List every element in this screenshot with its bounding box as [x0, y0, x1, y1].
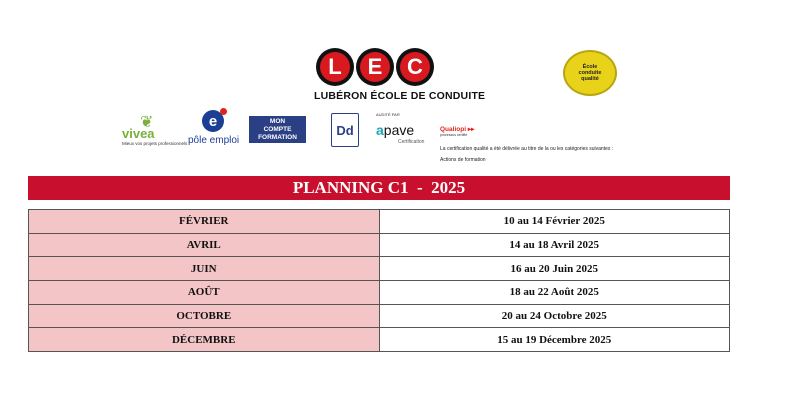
- leaf-icon: ❦: [140, 114, 154, 131]
- school-name: LUBÉRON ÉCOLE DE CONDUITE: [314, 90, 486, 102]
- quality-seal-icon: École conduite qualité: [563, 50, 617, 96]
- qualiopi-logo: Qualiopi ▸▸ processus certifié: [440, 126, 475, 137]
- certification-text: La certification qualité a été délivrée au titre de la ou les catégories suivantes :: [440, 146, 614, 152]
- qualiopi-mark-icon: ▸▸: [467, 126, 475, 133]
- logo-letter-l: L: [320, 52, 350, 82]
- table-row: [29, 233, 730, 257]
- header: [0, 0, 791, 170]
- table-row: [29, 281, 730, 305]
- dates-cell: 20 au 24 Octobre 2025: [379, 304, 730, 328]
- dates-cell: 14 au 18 Avril 2025: [379, 233, 730, 257]
- planning-title-banner: [28, 176, 730, 200]
- table-row: [29, 257, 730, 281]
- vivea-logo: ❦ vivea Mieux vos projets professionnels: [122, 114, 188, 146]
- table-row: [29, 328, 730, 352]
- table-row: [29, 210, 730, 234]
- certification-category: Actions de formation: [440, 157, 486, 163]
- logo-letter-e: E: [360, 52, 390, 82]
- logo-letter-c: C: [400, 52, 430, 82]
- dates-cell: 15 au 19 Décembre 2025: [379, 328, 730, 352]
- month-cell: DÉCEMBRE: [29, 328, 380, 352]
- month-cell: AOÛT: [29, 281, 380, 305]
- datadock-logo: Dd: [331, 113, 359, 147]
- cpf-logo: MON COMPTE FORMATION: [249, 116, 306, 143]
- month-cell: OCTOBRE: [29, 304, 380, 328]
- dates-cell: 16 au 20 Juin 2025: [379, 257, 730, 281]
- planning-title: PLANNING C1 - 2025: [292, 178, 466, 197]
- lec-logo-circles: [316, 48, 434, 86]
- pole-emploi-mark-icon: e: [202, 110, 224, 132]
- lec-logo: [312, 44, 486, 104]
- month-cell: AVRIL: [29, 233, 380, 257]
- table-row: [29, 304, 730, 328]
- month-cell: FÉVRIER: [29, 210, 380, 234]
- apave-logo: AUDITÉ PAR apave Certification: [376, 112, 425, 145]
- planning-table: [28, 209, 730, 352]
- month-cell: JUIN: [29, 257, 380, 281]
- dates-cell: 18 au 22 Août 2025: [379, 281, 730, 305]
- pole-emploi-logo: e pôle emploi: [188, 110, 240, 150]
- dates-cell: 10 au 14 Février 2025: [379, 210, 730, 234]
